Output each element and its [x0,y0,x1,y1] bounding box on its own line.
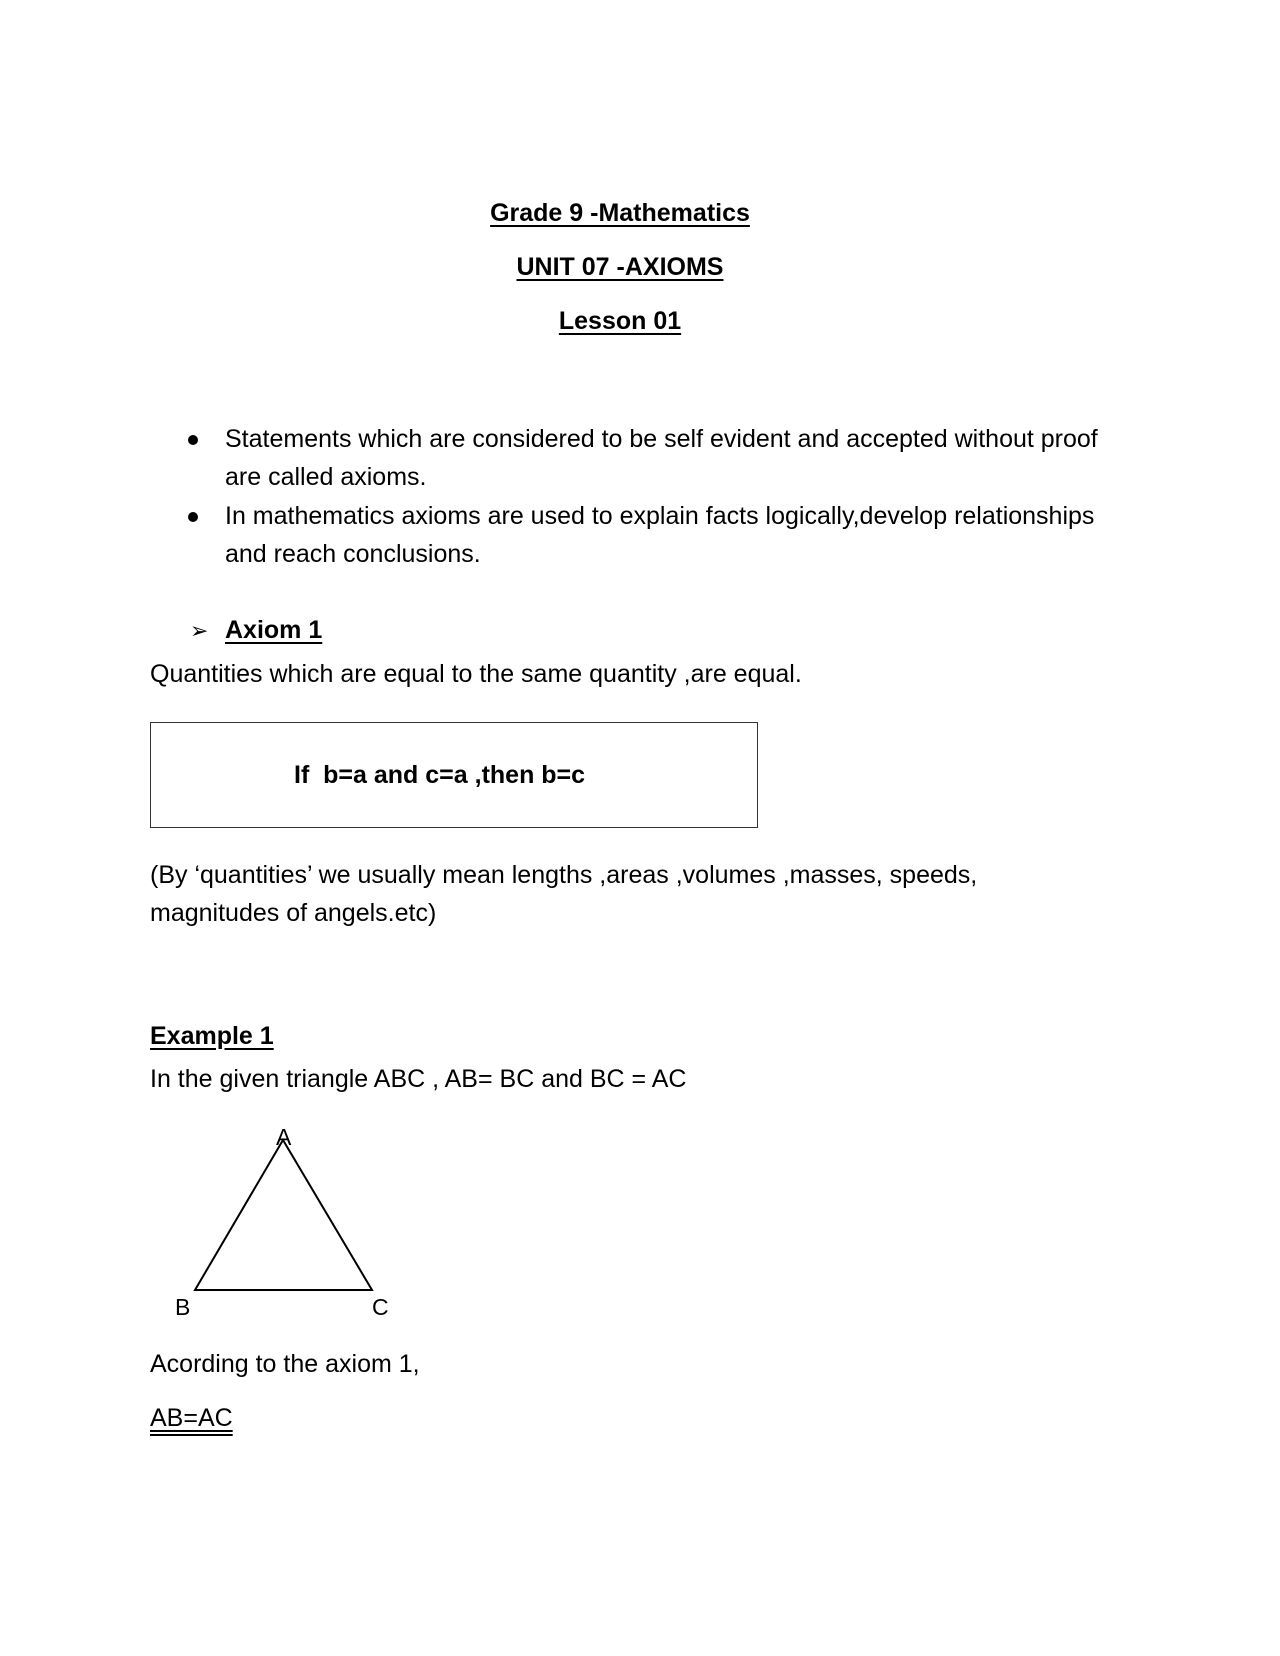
vertex-label-c: C [372,1294,389,1320]
vertex-label-b: B [175,1294,191,1320]
unit-title: UNIT 07 -AXIOMS [516,253,724,281]
formula-text: If b=a and c=a ,then b=c [294,761,586,789]
lesson-title: Lesson 01 [558,307,682,335]
triangle-shape [195,1140,372,1290]
bullet-item [186,497,1116,573]
reasoning-text: Acording to the axiom 1, [150,1350,420,1378]
axiom-heading [190,614,322,647]
formula-box [150,722,758,828]
arrow-bullet-icon: ➢ [190,618,209,643]
example-heading: Example 1 [150,1022,274,1050]
vertex-label-a: A [276,1124,292,1150]
bullet-dot-icon [188,435,198,445]
example-given: In the given triangle ABC , AB= BC and BC = AC [150,1065,687,1093]
definition-bullet-list [186,420,1116,574]
bullet-dot-icon [188,512,198,522]
bullet-text: Statements which are considered to be self evident and accepted without proof are called axioms. [225,425,1098,491]
bullet-item [186,420,1116,496]
result-text: AB=AC [150,1404,233,1432]
axiom-title: Axiom 1 [225,616,323,644]
grade-title: Grade 9 -Mathematics [490,199,750,227]
quantities-note: (By ‘quantities’ we usually mean lengths ,areas ,volumes ,masses, speeds, magnitudes of angels.etc) [150,861,978,927]
bullet-text: In mathematics axioms are used to explain facts logically,develop relationships and reach conclusions. [225,502,1095,568]
axiom-statement: Quantities which are equal to the same quantity ,are equal. [150,660,802,688]
